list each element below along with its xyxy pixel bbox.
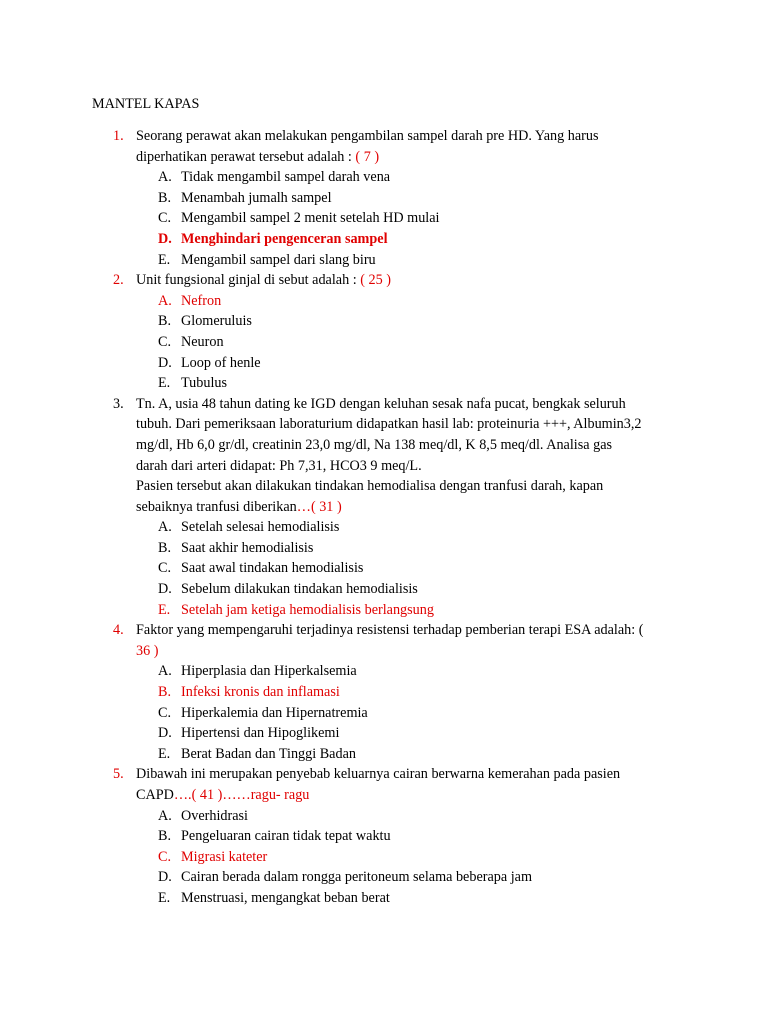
question-line-text: darah dari arteri didapat: Ph 7,31, HCO3 9 meq/L. — [136, 457, 422, 474]
question-item — [0, 394, 768, 621]
answer-reference-tag: ( 25 ) — [360, 272, 391, 289]
option — [136, 538, 668, 559]
option-text: Saat awal tindakan hemodialisis — [181, 560, 364, 577]
option-text: Migrasi kateter — [181, 848, 268, 865]
option — [136, 188, 668, 209]
option-correct — [136, 600, 668, 621]
option-letter: E. — [158, 889, 171, 906]
option-text: Tubulus — [181, 375, 228, 392]
option-text: Hiperplasia dan Hiperkalsemia — [181, 663, 357, 680]
question-line-text: mg/dl, Hb 6,0 gr/dl, creatinin 23,0 mg/dl, Na 138 meq/dl, K 8,5 meq/dl. Analisa gas — [136, 436, 613, 453]
option-correct — [136, 229, 668, 250]
option-letter: D. — [158, 581, 172, 598]
option-text: Mengambil sampel dari slang biru — [181, 251, 376, 268]
option — [136, 723, 668, 744]
question-line-text: Unit fungsional ginjal di sebut adalah : — [136, 272, 361, 289]
question-text — [136, 764, 668, 805]
option — [136, 744, 668, 765]
question-line-text: Faktor yang mempengaruhi terjadinya resistensi terhadap pemberian terapi ESA adalah: ( — [136, 622, 644, 639]
option-text: Pengeluaran cairan tidak tepat waktu — [181, 828, 391, 845]
question-line — [136, 764, 668, 785]
option — [136, 311, 668, 332]
option-letter: C. — [158, 560, 172, 577]
option — [136, 250, 668, 271]
option-letter: B. — [158, 313, 172, 330]
question-text — [136, 270, 668, 291]
option-list — [136, 291, 668, 394]
option-text: Menambah jumalh sampel — [181, 189, 332, 206]
question-line-text: diperhatikan perawat tersebut adalah : — [136, 148, 356, 165]
option-text: Berat Badan dan Tinggi Badan — [181, 745, 356, 762]
option-letter: B. — [158, 684, 172, 701]
option — [136, 167, 668, 188]
question-line — [136, 414, 668, 435]
option — [136, 332, 668, 353]
question-text — [136, 126, 668, 167]
option — [136, 558, 668, 579]
answer-reference-tag: 36 ) — [136, 642, 159, 659]
option-list — [136, 806, 668, 909]
question-line — [136, 435, 668, 456]
question-line — [136, 394, 668, 415]
option — [136, 888, 668, 909]
option-text: Menghindari pengenceran sampel — [181, 230, 388, 247]
option-letter: C. — [158, 704, 172, 721]
option-letter: A. — [158, 519, 172, 536]
option-text: Infeksi kronis dan inflamasi — [181, 684, 340, 701]
option-list — [136, 517, 668, 620]
question-line-text: tubuh. Dari pemeriksaan laboraturium didapatkan hasil lab: proteinuria +++, Albumin3,2 — [136, 416, 642, 433]
question-line — [136, 126, 668, 147]
option-list — [136, 661, 668, 764]
option — [136, 703, 668, 724]
option-letter: D. — [158, 869, 172, 886]
question-number: 5. — [113, 766, 124, 783]
option-text: Saat akhir hemodialisis — [181, 539, 314, 556]
question-line-text: Seorang perawat akan melakukan pengambilan sampel darah pre HD. Yang harus — [136, 128, 599, 144]
answer-reference-tag: ….( 41 )……ragu- ragu — [173, 787, 310, 803]
option-letter: D. — [158, 354, 172, 371]
option-text: Hiperkalemia dan Hipernatremia — [181, 704, 368, 721]
question-list — [0, 126, 768, 909]
option-text: Glomeruluis — [181, 313, 252, 330]
option-text: Mengambil sampel 2 menit setelah HD mulai — [181, 210, 440, 227]
option-text: Setelah selesai hemodialisis — [181, 519, 340, 536]
option — [136, 208, 668, 229]
option — [136, 517, 668, 538]
option-letter: C. — [158, 848, 172, 865]
option — [136, 373, 668, 394]
option-letter: C. — [158, 333, 172, 350]
option-letter: B. — [158, 189, 172, 206]
question-line — [136, 785, 668, 806]
option-correct — [136, 847, 668, 868]
answer-reference-tag: …( 31 ) — [296, 498, 342, 515]
option-letter: B. — [158, 828, 172, 845]
option-correct — [136, 682, 668, 703]
option — [136, 353, 668, 374]
question-line-text: Tn. A, usia 48 tahun dating ke IGD dengan keluhan sesak nafa pucat, bengkak seluruh — [136, 395, 626, 412]
question-item — [0, 270, 768, 394]
option — [136, 806, 668, 827]
question-line-text: Dibawah ini merupakan penyebab keluarnya cairan berwarna kemerahan pada pasien — [136, 766, 621, 783]
option-letter: A. — [158, 807, 172, 824]
question-item — [0, 620, 768, 764]
answer-reference-tag: ( 7 ) — [355, 148, 380, 165]
option-text: Menstruasi, mengangkat beban berat — [181, 889, 390, 906]
question-text — [136, 394, 668, 518]
option — [136, 867, 668, 888]
question-line — [136, 456, 668, 477]
question-line-text: Pasien tersebut akan dilakukan tindakan hemodialisa dengan tranfusi darah, kapan — [136, 478, 604, 495]
question-text — [136, 620, 668, 661]
option-text: Setelah jam ketiga hemodialisis berlangsung — [181, 601, 434, 618]
question-number: 2. — [113, 272, 124, 289]
option-letter: E. — [158, 601, 171, 618]
option-letter: C. — [158, 210, 172, 227]
option-text: Neuron — [181, 333, 224, 350]
option-text: Loop of henle — [181, 354, 261, 371]
question-line — [136, 147, 668, 168]
option-letter: A. — [158, 292, 172, 309]
option — [136, 579, 668, 600]
option-text: Hipertensi dan Hipoglikemi — [181, 725, 340, 742]
option-letter: E. — [158, 375, 171, 392]
option-letter: B. — [158, 539, 172, 556]
question-number: 1. — [113, 128, 124, 144]
option-letter: E. — [158, 251, 171, 268]
question-line — [136, 270, 668, 291]
option — [136, 661, 668, 682]
question-line — [136, 497, 668, 518]
option-correct — [136, 291, 668, 312]
option-text: Nefron — [181, 292, 222, 309]
question-number: 4. — [113, 622, 124, 639]
question-number: 3. — [113, 395, 124, 412]
question-line — [136, 476, 668, 497]
option-text: Sebelum dilakukan tindakan hemodialisis — [181, 581, 418, 598]
option-text: Overhidrasi — [181, 807, 248, 824]
question-item — [0, 126, 768, 270]
question-item — [0, 764, 768, 908]
option-list — [136, 167, 668, 270]
option — [136, 826, 668, 847]
option-text: Cairan berada dalam rongga peritoneum selama beberapa jam — [181, 869, 532, 886]
option-text: Tidak mengambil sampel darah vena — [181, 169, 391, 186]
option-letter: A. — [158, 663, 172, 680]
question-line — [136, 620, 668, 641]
option-letter: E. — [158, 745, 171, 762]
option-letter: D. — [158, 230, 172, 247]
option-letter: D. — [158, 725, 172, 742]
question-line-text: sebaiknya tranfusi diberikan — [136, 498, 297, 515]
option-letter: A. — [158, 169, 172, 186]
document-title: MANTEL KAPAS — [92, 96, 200, 112]
question-line-text: CAPD — [136, 787, 174, 803]
